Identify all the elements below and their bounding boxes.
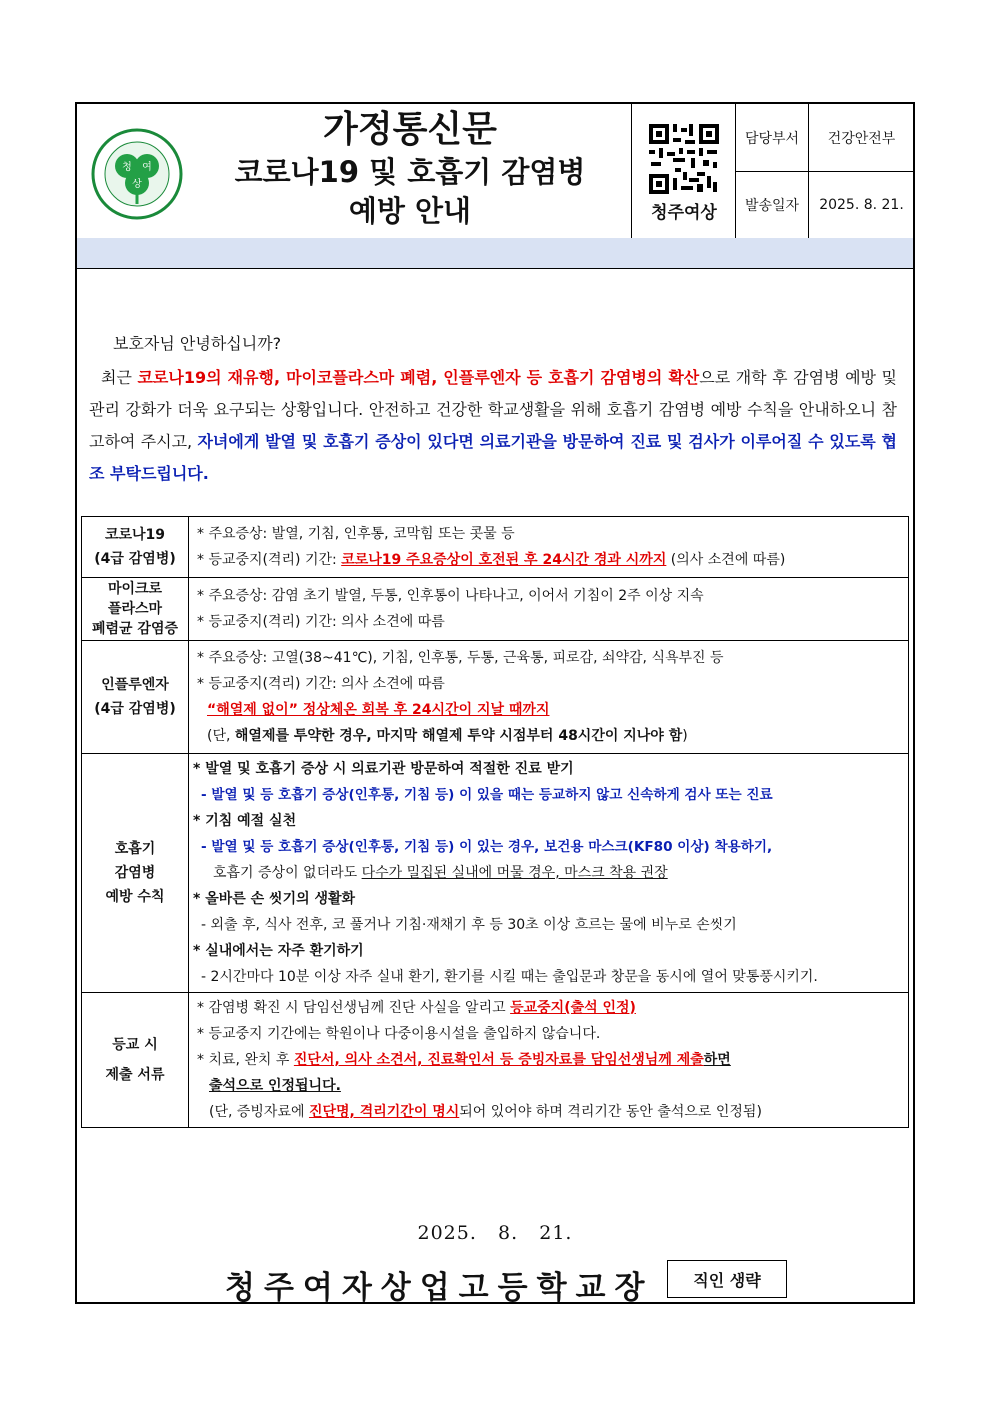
myco-quarantine: * 등교중지(격리) 기간: 의사 소견에 따름 [197,614,445,630]
meta-table [735,104,914,238]
flu-note-close: ) [682,728,688,744]
docs-line-3-tail: 하면 [703,1052,731,1068]
rule-4-heading: * 실내에서는 자주 환기하기 [193,943,364,959]
school-logo [91,128,183,220]
flu-note-body: 해열제를 투약한 경우, 마지막 해열제 투약 시점부터 48시간이 지나야 함 [234,728,683,744]
content-myco [189,578,909,641]
docs-line-3-highlight: 진단서, 의사 소견서, 진료확인서 등 증빙자료를 담임선생님께 제출 [293,1052,704,1068]
rule-2-cont-underlined: 다수가 밀집된 실내에 머물 경우, 마스크 착용 권장 [361,865,668,881]
myco-symptoms: * 주요증상: 감염 초기 발열, 두통, 인후통이 나타나고, 이어서 기침이 2주 이상 지속 [197,588,704,604]
content-rules [189,754,909,993]
qr-code-icon [647,122,721,196]
covid-symptoms: * 주요증상: 발열, 기침, 인후통, 코막힘 또는 콧물 등 [197,526,515,542]
docs-line-4: 출석으로 인정됩니다. [209,1078,341,1094]
row-flu [82,641,909,754]
docs-line-1-highlight: 등교중지(출석 인정) [510,1000,636,1016]
dept-label: 담당부서 [736,104,809,171]
logo-char-1: 청 [122,162,132,173]
rule-4-body: - 2시간마다 10분 이상 자주 실내 환기, 환기를 시킬 때는 출입문과 창문을 동시에 열어 맞통풍시키기. [201,969,818,985]
content-flu [189,641,909,754]
label-docs: 등교 시 제출 서류 [82,993,189,1128]
rule-2-heading: * 기침 예절 실천 [193,813,297,829]
intro-highlight-red: 코로나19의 재유행, 마이코플라스마 폐렴, 인플루엔자 등 호흡기 감염병의 확산 [137,368,700,387]
intro-highlight-blue: 자녀에게 발열 및 호흡기 증상이 있다면 의료기관을 방문하여 진료 및 검사가 이루어질 수 있도록 협조 부탁드립니다. [89,432,897,483]
label-covid: 코로나19 (4급 감염병) [82,517,189,578]
header-band [77,238,913,269]
content-docs [189,993,909,1128]
header [77,104,913,239]
covid-quarantine-note: (의사 소견에 따름) [666,552,786,568]
row-docs [82,993,909,1128]
date-value: 2025. 8. 21. [819,196,904,213]
rule-3-heading: * 올바른 손 씻기의 생활화 [193,891,356,907]
flu-note-open: (단, [207,728,235,744]
covid-quarantine-lead: * 등교중지(격리) 기간: [197,552,342,568]
flu-fever-rule: “해열제 없이” 정상체온 회복 후 24시간이 지날 때까지 [207,702,550,718]
flu-antipyretic-note [197,723,902,749]
intro-text-1: 최근 [101,368,138,387]
docs-line-5-lead: (단, 증빙자료에 [209,1104,309,1120]
docs-line-3-lead: * 치료, 완치 후 [197,1052,294,1068]
rule-2-cont [193,860,902,886]
doc-title: 가정통신문 [323,109,497,150]
logo-char-2: 여 [142,162,152,173]
content-covid [189,517,909,578]
meta-row-date [736,171,914,238]
logo-char-3: 상 [132,179,142,190]
docs-line-5-highlight: 진단명, 격리기간이 명시 [308,1104,460,1120]
notice-frame [75,102,915,1304]
rule-3-body: - 외출 후, 식사 전후, 코 풀거나 기침·재채기 후 등 30초 이상 흐르는 물에 비누로 손씻기 [201,917,737,933]
covid-quarantine-period: 코로나19 주요증상이 호전된 후 24시간 경과 시까지 [341,552,667,568]
meta-row-dept [736,104,914,172]
docs-line-2: * 등교중지 기간에는 학원이나 다중이용시설을 출입하지 않습니다. [197,1026,601,1042]
label-rules: 호흡기 감염병 예방 수칙 [82,754,189,993]
greeting: 보호자님 안녕하십니까? [113,334,282,353]
footer-date: 2025. 8. 21. [417,1222,573,1244]
docs-line-5 [197,1099,902,1125]
qr-label: 청주여상 [651,203,717,223]
rule-2-cont-lead: 호흡기 증상이 없더라도 [213,865,362,881]
docs-line-5-tail: 되어 있어야 하며 격리기간 동안 출석으로 인정됨) [459,1104,762,1120]
signer: 청주여자상업고등학교장 [225,1270,654,1306]
docs-line-3 [197,1047,902,1073]
intro-paragraph [89,362,897,490]
rule-1-body: - 발열 및 등 호흡기 증상(인후통, 기침 등) 이 있을 때는 등교하지 않고 신속하게 검사 또는 진료 [201,787,773,803]
doc-subtitle-2: 예방 안내 [348,194,472,228]
info-table [81,516,909,1128]
doc-subtitle-1: 코로나19 및 호흡기 감염병 [234,155,586,189]
date-label: 발송일자 [736,171,809,238]
flu-symptoms: * 주요증상: 고열(38~41℃), 기침, 인후통, 두통, 근육통, 피로감, 쇠약감, 식욕부진 등 [197,650,724,666]
qr-block [631,104,736,238]
dept-value: 건강안전부 [827,130,896,147]
row-covid [82,517,909,578]
label-myco: 마이크로 플라스마 폐렴균 감염증 [82,578,189,641]
covid-quarantine [197,547,902,573]
row-rules [82,754,909,993]
flu-quarantine: * 등교중지(격리) 기간: 의사 소견에 따름 [197,676,445,692]
intro-text-2: 으로 개학 후 감염병 예방 및 관리 강화가 더욱 요구되는 상황입니다. 안전하고 건강한 학교생활을 위해 호흡기 감염병 예방 수칙을 안내하오니 참고하여 주시고, [89,368,898,451]
docs-line-1-lead: * 감염병 확진 시 담임선생님께 진단 사실을 알리고 [197,1000,511,1016]
stamp-omitted: 직인 생략 [667,1260,787,1298]
rule-2-body: - 발열 및 등 호흡기 증상(인후통, 기침 등) 이 있는 경우, 보건용 마스크(KF80 이상) 착용하기, [201,839,773,855]
rule-1-heading: * 발열 및 호흡기 증상 시 의료기관 방문하여 적절한 진료 받기 [193,761,574,777]
row-myco [82,578,909,641]
docs-line-1 [197,995,902,1021]
title-block [189,104,631,238]
label-flu: 인플루엔자 (4급 감염병) [82,641,189,754]
